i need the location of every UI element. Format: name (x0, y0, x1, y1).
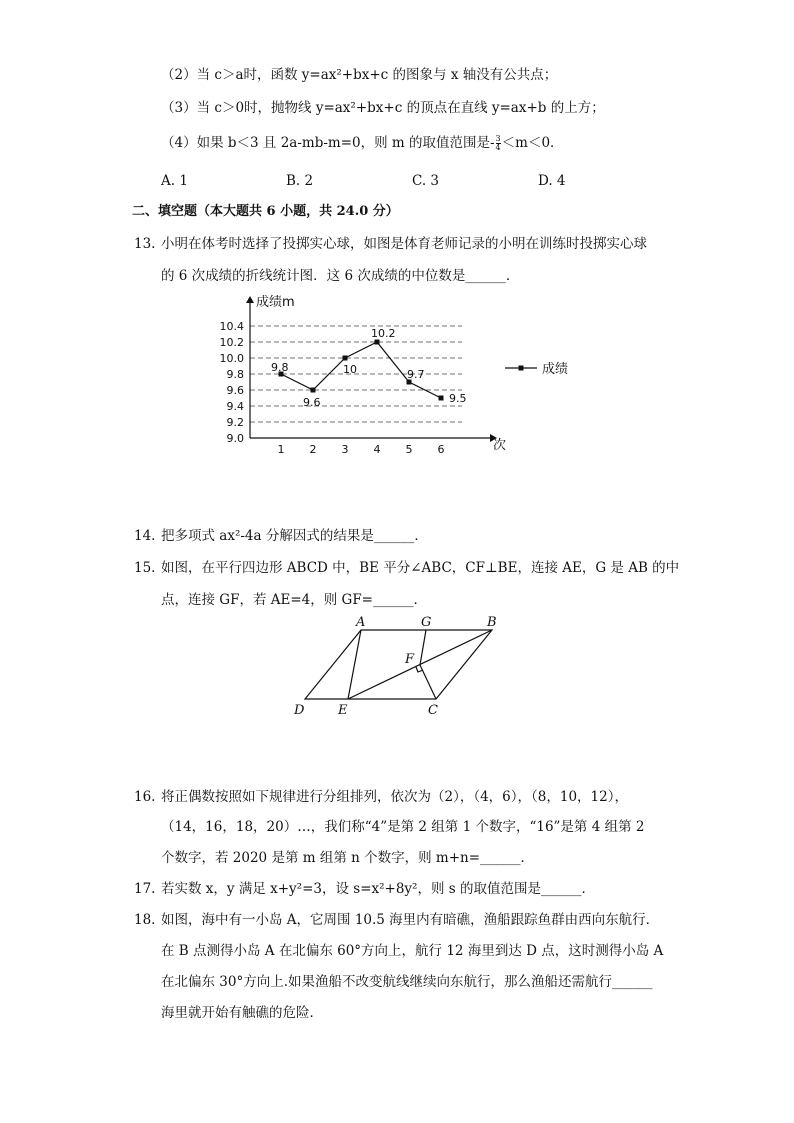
question-16-line-3: 个数字，若 2020 是第 m 组第 n 个数字，则 m+n=______． (161, 850, 535, 866)
label-c: C (428, 703, 438, 718)
segment-gf (420, 630, 426, 665)
y-tick-label: 9.0 (226, 432, 244, 445)
question-18-line-1: 如图，海中有一小岛 A，它周围 10.5 海里内有暗礁，渔船跟踪鱼群由西向东航行． (161, 912, 660, 928)
statement-2: （2）当 c＞a时，函数 y=ax²+bx+c 的图象与 x 轴没有公共点； (161, 67, 558, 83)
y-axis-title: 成绩m (256, 295, 295, 310)
question-13-line-1: 小明在体考时选择了投掷实心球，如图是体育老师记录的小明在训练时投掷实心球 (161, 236, 647, 252)
label-e: E (338, 703, 348, 718)
x-tick-label: 4 (373, 443, 381, 456)
x-axis-title: 次 (493, 438, 507, 453)
y-tick-label: 10.2 (219, 336, 244, 349)
x-tick-label: 5 (405, 443, 413, 456)
chart-x-ticks (278, 443, 445, 456)
parallelogram-figure (0, 610, 794, 720)
question-16-line-1: 将正偶数按照如下规律进行分组排列，依次为（2），（4，6），（8，10，12）， (161, 789, 628, 805)
statement-3: （3）当 c＞0时，抛物线 y=ax²+bx+c 的顶点在直线 y=ax+b 的上方； (161, 100, 605, 116)
y-tick-label: 9.4 (226, 400, 244, 413)
x-tick-label: 6 (437, 443, 445, 456)
label-a: A (356, 615, 366, 630)
question-13-line-2: 的 6 次成绩的折线统计图．这 6 次成绩的中位数是______． (161, 268, 520, 284)
data-label: 9.5 (449, 392, 467, 405)
fraction-denominator: 4 (495, 143, 501, 152)
parallelogram-abcd (305, 630, 492, 699)
question-16-number: 16. (134, 789, 156, 805)
label-d: D (294, 703, 305, 718)
question-14-number: 14. (134, 528, 156, 544)
y-tick-label: 10.0 (219, 352, 244, 365)
legend-label: 成绩 (542, 362, 569, 377)
y-axis-arrow (246, 296, 254, 303)
statement-4 (161, 134, 564, 152)
question-18-line-2: 在 B 点测得小岛 A 在北偏东 60°方向上，航行 12 海里到达 D 点，这时测得小岛 A (161, 943, 664, 959)
legend-marker (519, 366, 524, 371)
fraction (496, 135, 501, 152)
fraction-numerator: 3 (495, 134, 501, 143)
question-17-line-1: 若实数 x，y 满足 x+y²=3，设 s=x²+8y²，则 s 的取值范围是______． (161, 881, 595, 897)
data-label: 10.2 (371, 327, 396, 340)
question-17-number: 17. (134, 881, 156, 897)
option-b[interactable]: B. 2 (286, 173, 314, 189)
label-g: G (421, 615, 432, 630)
y-tick-label: 9.2 (226, 416, 244, 429)
question-15-line-1: 如图，在平行四边形 ABCD 中，BE 平分∠ABC，CF⊥BE，连接 AE，G 是 AB 的中 (161, 560, 680, 576)
option-d[interactable]: D. 4 (538, 173, 566, 189)
data-label: 10 (343, 363, 357, 376)
data-point (375, 340, 380, 345)
question-18-line-4: 海里就开始有触礁的危险． (161, 1005, 323, 1021)
data-point (343, 356, 348, 361)
question-14-line-1: 把多项式 ax²-4a 分解因式的结果是______． (161, 528, 428, 544)
data-label: 9.6 (303, 396, 321, 409)
x-tick-label: 1 (277, 443, 285, 456)
section-heading: 二、填空题（本大题共 6 小题，共 24.0 分） (132, 204, 399, 219)
data-point (439, 396, 444, 401)
data-label: 9.8 (271, 361, 289, 374)
question-16-line-2: （14，16，18，20）…，我们称“4”是第 2 组第 1 个数字，“16”是第 4 组第 2 (161, 819, 645, 835)
statement-4-tail: ＜m＜0． (501, 135, 564, 151)
data-point (311, 388, 316, 393)
statement-4-text: （4）如果 b＜3 且 2a-mb-m=0，则 m 的取值范围是- (161, 135, 495, 151)
y-tick-label: 10.4 (219, 320, 244, 333)
segment-ae (348, 630, 361, 699)
x-tick-label: 3 (341, 443, 349, 456)
chart-series (271, 327, 467, 409)
chart-y-ticks (220, 320, 245, 445)
data-label: 9.7 (407, 368, 425, 381)
option-c[interactable]: C. 3 (412, 173, 440, 189)
question-13-number: 13. (134, 236, 156, 252)
x-tick-label: 2 (309, 443, 317, 456)
question-18-line-3: 在北偏东 30°方向上.如果渔船不改变航线继续向东航行，那么渔船还需航行______ (161, 974, 653, 990)
option-a[interactable]: A. 1 (161, 173, 188, 189)
chart-legend (505, 361, 568, 377)
label-f: F (405, 652, 415, 667)
question-15-line-2: 点，连接 GF，若 AE=4，则 GF=______． (161, 592, 427, 608)
question-15-number: 15. (134, 560, 156, 576)
question-18-number: 18. (134, 912, 156, 928)
label-b: B (487, 615, 497, 630)
line-chart (0, 288, 794, 488)
y-tick-label: 9.8 (226, 368, 244, 381)
y-tick-label: 9.6 (226, 384, 244, 397)
